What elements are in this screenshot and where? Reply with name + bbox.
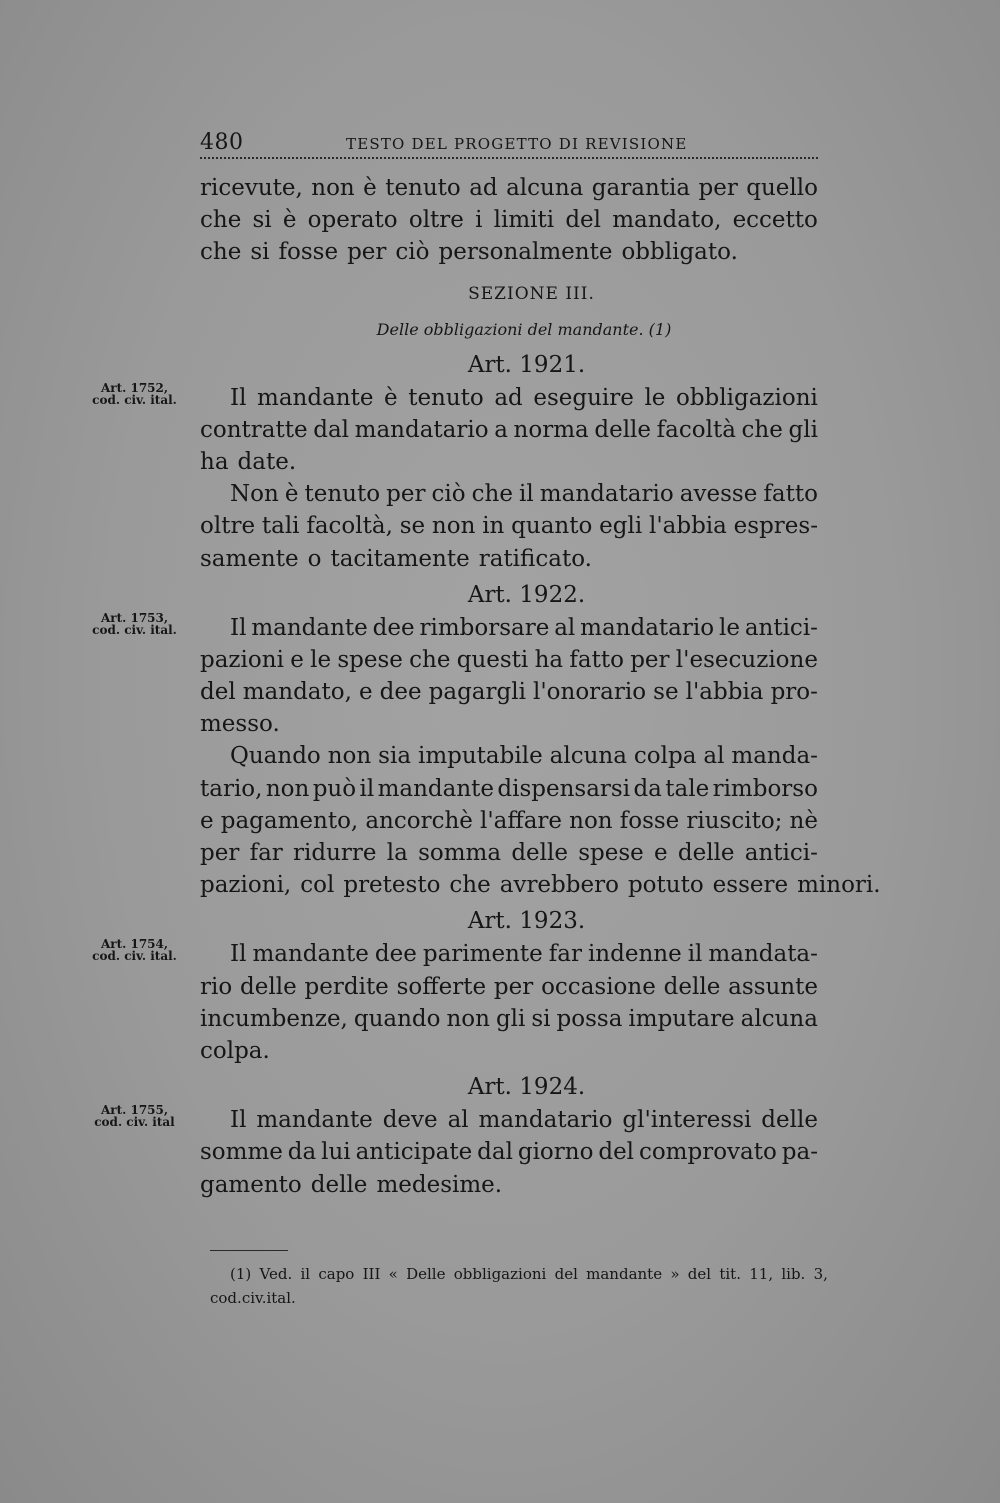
text-line: e pagamento, ancorchè l'affare non fosse riuscito; nè: [200, 807, 818, 834]
text-line: pazioni e le spese che questi ha fatto per l'esecuzione: [200, 646, 818, 673]
text-line: Il mandante è tenuto ad eseguire le obbligazioni: [230, 384, 818, 411]
margin-note-line: cod. civ. ital.: [92, 949, 177, 964]
text-line: somme da lui anticipate dal giorno del comprovato pa-: [200, 1139, 818, 1166]
text-line: incumbenze, quando non gli si possa imputare alcuna: [200, 1005, 818, 1032]
text-line: gamento delle medesime.: [200, 1171, 503, 1198]
text-line: Il mandante deve al mandatario gl'interessi delle: [230, 1107, 818, 1134]
footnote-line: cod. civ. ital.: [210, 1289, 296, 1307]
margin-note-line: Art. 1752,: [100, 380, 169, 395]
footnote-line: (1) Ved. il capo III « Delle obbligazioni del mandante » del tit. 11, lib. 3,: [230, 1265, 828, 1283]
page-number: 480: [200, 130, 244, 155]
text-line: Quando non sia imputabile alcuna colpa al manda-: [230, 743, 818, 770]
article-heading: Art. 1924.: [467, 1074, 586, 1101]
margin-note-article-4: [82, 1104, 187, 1128]
margin-note-line: Art. 1753,: [100, 610, 169, 625]
margin-note-article-2: [82, 612, 187, 636]
text-line: samente o tacitamente ratificato.: [200, 545, 592, 572]
article-heading: Art. 1921.: [467, 351, 586, 378]
margin-note-line: cod. civ. ital: [94, 1115, 175, 1130]
text-line: che si è operato oltre i limiti del mandato, eccetto: [200, 207, 818, 234]
text-line: ricevute, non è tenuto ad alcuna garantia per quello: [200, 175, 818, 201]
margin-note-line: cod. civ. ital.: [92, 392, 177, 407]
text-line: messo.: [200, 711, 280, 738]
text-line: rio delle perdite sofferte per occasione delle assunte: [200, 973, 818, 1000]
article-heading: Art. 1923.: [467, 908, 586, 935]
section-subtitle: Delle obbligazioni del mandante. (1): [376, 319, 672, 339]
page-body: [200, 172, 881, 1201]
text-line: che si fosse per ciò personalmente obbligato.: [200, 239, 738, 266]
article-heading: Art. 1922.: [467, 581, 586, 608]
header-rule: [200, 157, 818, 159]
text-line: per far ridurre la somma delle spese e delle antici-: [200, 840, 818, 866]
text-line: pazioni, col pretesto che avrebbero potuto essere minori.: [200, 872, 881, 899]
footnote: [210, 1262, 828, 1310]
footnote-rule: [210, 1250, 288, 1251]
text-line: Il mandante dee rimborsare al mandatario le antici-: [230, 614, 818, 641]
page-header: [200, 130, 818, 160]
text-line: Non è tenuto per ciò che il mandatario avesse fatto: [230, 481, 818, 508]
margin-note-line: Art. 1754,: [100, 937, 169, 952]
section-title: SEZIONE III.: [468, 283, 595, 304]
text-line: contratte dal mandatario a norma delle facoltà che gli: [200, 416, 818, 443]
text-line: tario, non può il mandante dispensarsi da tale rimborso: [200, 775, 818, 802]
margin-note-line: cod. civ. ital.: [92, 622, 177, 637]
text-line: Il mandante dee parimente far indenne il mandata-: [230, 941, 818, 968]
text-line: oltre tali facoltà, se non in quanto egli l'abbia espres-: [200, 513, 818, 540]
margin-note-article-3: [82, 938, 187, 962]
running-title: TESTO DEL PROGETTO DI REVISIONE: [346, 135, 688, 153]
margin-note-article-1: [82, 382, 187, 406]
margin-note-line: Art. 1755,: [100, 1103, 169, 1118]
text-line: del mandato, e dee pagargli l'onorario se l'abbia pro-: [200, 679, 818, 706]
text-line: colpa.: [200, 1037, 270, 1064]
text-line: ha date.: [200, 448, 297, 475]
